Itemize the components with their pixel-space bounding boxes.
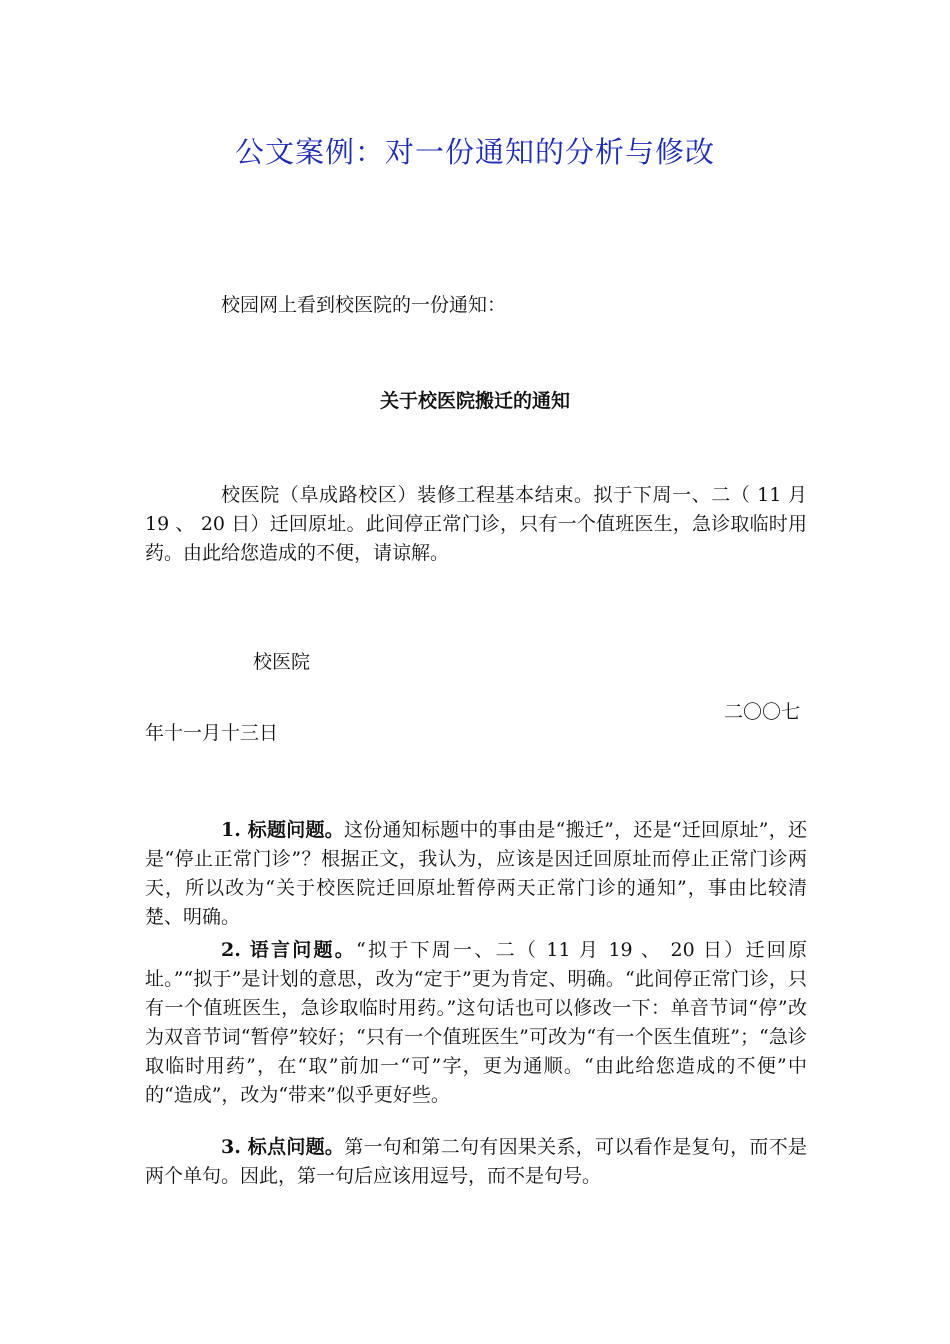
analysis-point-text: 这份通知标题中的事由是“搬迁”，还是“迁回原址”，还是“停止正常门诊”？根据正文，我认为，应该是因迁回原址而停止正常门诊两天，所以改为“关于校医院迁回原址暂停两天正常门诊的通知”，事由比较清楚、明确。 — [145, 819, 808, 928]
analysis-point-lead: 1. 标题问题。 — [221, 819, 344, 841]
document-title: 公文案例：对一份通知的分析与修改 — [234, 135, 715, 169]
analysis-point-text: 第一句和第二句有因果关系，可以看作是复句，而不是两个单句。因此，第一句后应该用逗号，而不是句号。 — [145, 1136, 807, 1187]
analysis-point-lead: 3. 标点问题。 — [221, 1136, 345, 1158]
analysis-point-text: “拟于下周一、二（ 11 月 19 、 20 日）迁回原址。”“拟于”是计划的意思，改为“定于”更为肯定、明确。“此间停正常门诊，只有一个值班医生，急诊取临时用药。”这句话也可以修改一下：单音节词“停”改为双音节词“暂停”较好；“只有一个值班医生”可改为“有一个医生值班”；“急诊取临时用药”，在“取”前加一“可”字，更为通顺。“由此给您造成的不便”中的“造成”，改为“带来”似乎更好些。 — [145, 939, 808, 1106]
analysis-point-language — [145, 936, 807, 1110]
analysis-point-title — [145, 816, 807, 932]
analysis-point-punctuation — [145, 1133, 807, 1191]
notice-signature: 校医院 — [253, 651, 311, 673]
analysis-point-lead: 2. 语言问题。 — [221, 939, 357, 961]
notice-title: 关于校医院搬迁的通知 — [379, 390, 570, 412]
intro-paragraph: 校园网上看到校医院的一份通知： — [221, 294, 507, 316]
notice-date-part1: 二〇〇七 — [723, 701, 800, 723]
notice-body: 校医院（阜成路校区）装修工程基本结束。拟于下周一、二（ 11 月 19 、 20 日）迁回原址。此间停正常门诊，只有一个值班医生，急诊取临时用药。由此给您造成的不便，请谅解。 — [145, 484, 807, 564]
notice-date-part2: 年十一月十三日 — [145, 722, 279, 744]
